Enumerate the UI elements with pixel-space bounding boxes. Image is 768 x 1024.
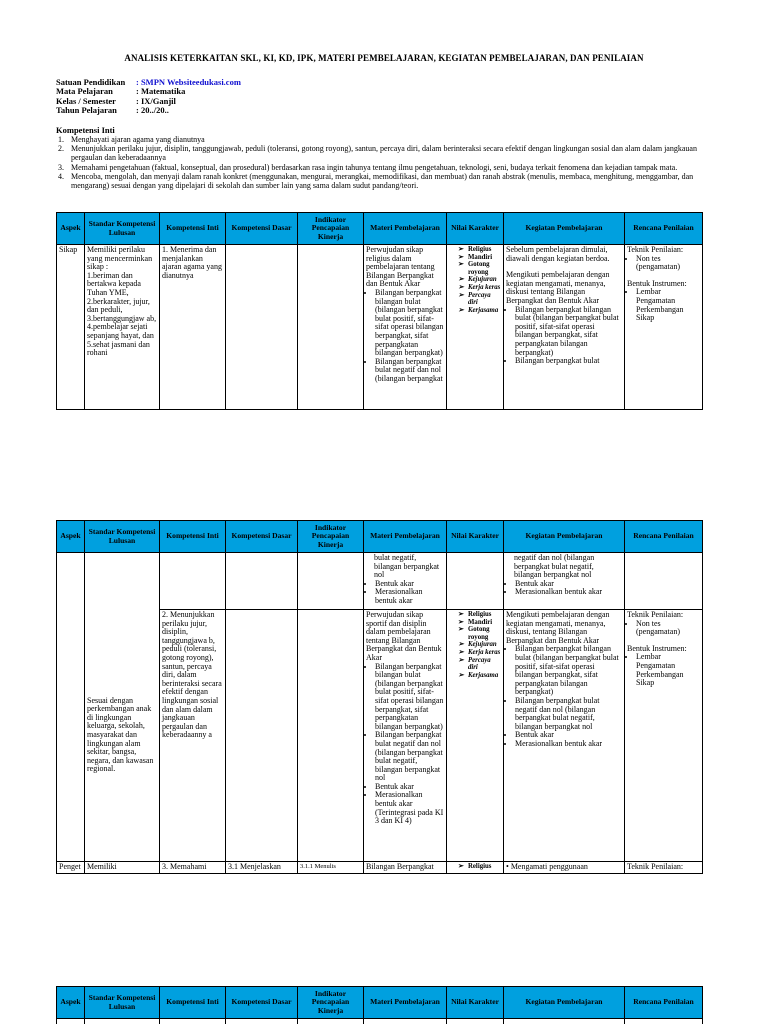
cell-penilaian <box>625 245 703 410</box>
cell-aspek: Penget <box>57 862 85 874</box>
table-header-row <box>57 521 703 553</box>
cell-kd <box>226 553 298 610</box>
cell-skl: Sesuai dengan perkembangan anak di lingkungan keluarga, sekolah, masyarakat dan lingkungan alam sekitar, bangsa, negara, dan kawasan regional. <box>85 610 160 862</box>
meta-label: Kelas / Semester <box>56 95 116 106</box>
cell-skl <box>85 553 160 610</box>
cell-karakter <box>447 245 504 410</box>
header-karakter: Nilai Karakter <box>447 213 504 245</box>
document-title: ANALISIS KETERKAITAN SKL, KI, KD, IPK, MATERI PEMBELAJARAN, KEGIATAN PEMBELAJARAN, DAN PENILAIAN <box>124 53 644 63</box>
header-kd: Kompetensi Dasar <box>226 521 298 553</box>
kegiatan-text: Mengamati penggunaan <box>510 862 588 871</box>
cell-penilaian: Teknik Penilaian: <box>625 862 703 874</box>
list-item: • Lembar Pengamatan Perkembangan Sikap <box>636 288 700 322</box>
karakter-item: ➢ Religius <box>458 246 501 254</box>
kegiatan-text: Mengikuti pembelajaran dengan kegiatan mengamati, menanya, diskusi, tentang Bilangan Berpangkat dan Bentuk Akar <box>506 610 610 645</box>
ki-list <box>56 135 712 190</box>
penilaian-label: Bentuk Instrumen: <box>627 643 687 653</box>
cell-kegiatan <box>504 610 625 862</box>
list-item: • Merasionalkan bentuk akar <box>375 588 444 605</box>
header-penilaian: Rencana Penilaian <box>625 987 703 1019</box>
list-item: • Bilangan berpangkat bilangan bulat (bilangan berpangkat bulat positif, sifat-sifat operasi bilangan berpangkat, sifat perpangkatan bilangan berpangkat) <box>515 306 622 358</box>
ki-heading: Kompetensi Inti <box>56 125 115 135</box>
karakter-item: ➢ Mandiri <box>458 254 501 262</box>
cell-kd: 3.1 Menjelaskan <box>226 862 298 874</box>
skl-item: 4.pembelajar sejati sepanjang hayat, dan <box>87 322 154 340</box>
skl-item: 2.berkarakter, jujur, dan peduli, <box>87 296 150 315</box>
cell-penilaian <box>625 610 703 862</box>
list-item: • Bilangan berpangkat bulat negatif dan nol (bilangan berpangkat <box>375 358 444 384</box>
cell-materi <box>364 553 447 610</box>
cell-ipk: 3.1.1 Menulis <box>298 862 364 874</box>
skl-item: 3.bertanggungjaw ab, <box>87 313 157 323</box>
cell-ipk <box>298 245 364 410</box>
cell-ki: 1. Menerima dan menjalankan ajaran agama yang dianutnya <box>160 245 226 410</box>
header-karakter: Nilai Karakter <box>447 987 504 1019</box>
cell-ki: 2. Menunjukkan perilaku jujur, disiplin, tanggungjawa b, peduli (toleransi, gotong royong), santun, percaya diri, dalam berinteraksi secara efektif dengan lingkungan sosial dan alam dalam jangkauan pergaulan dan keberadaanny a <box>160 610 226 862</box>
karakter-item: ➢ Kerjasama <box>458 672 501 680</box>
list-item: • Bilangan berpangkat bulat <box>515 357 622 366</box>
cell-ipk <box>298 553 364 610</box>
document-meta <box>56 78 241 115</box>
penilaian-label: Teknik Penilaian: <box>627 610 684 619</box>
header-materi: Materi Pembelajaran <box>364 521 447 553</box>
list-item: • Non tes (pengamatan) <box>636 620 700 637</box>
cell-karakter <box>447 610 504 862</box>
table-row <box>57 553 703 610</box>
list-item: • Bilangan berpangkat bulat negatif dan nol (bilangan berpangkat bulat negatif, bilangan berpangkat nol <box>375 731 444 783</box>
ki-item: 4. Mencoba, mengolah, dan menyaji dalam ranah konkret (menggunakan, mengurai, merangkai, memodifikasi, dan membuat) dan ranah abstrak (menulis, membaca, menghitung, menggambar, dan mengarang) sesuai dengan yang dipelajari di sekolah dan sumber lain yang sama dalam sudut pandang/teori. <box>58 171 694 191</box>
kegiatan-text: Sebelum pembelajaran dimulai, diawali dengan kegiatan berdoa. <box>506 245 610 263</box>
cell-kegiatan: • Mengamati penggunaan <box>504 862 625 874</box>
table-header-row <box>57 213 703 245</box>
list-item: • Bentuk akar <box>515 731 622 740</box>
karakter-item: ➢ Percaya diri <box>458 657 501 672</box>
cell-skl: Memiliki <box>85 862 160 874</box>
cell-materi: Bilangan Berpangkat <box>364 862 447 874</box>
karakter-item: ➢ Kejujuran <box>458 641 501 649</box>
cell-karakter <box>447 862 504 874</box>
header-karakter: Nilai Karakter <box>447 521 504 553</box>
cell-kegiatan <box>504 553 625 610</box>
meta-value-school[interactable]: : SMPN Websiteedukasi.com <box>136 77 241 87</box>
materi-intro: Perwujudan sikap sportif dan disiplin dalam pembelajaran tentang Bilangan Berpangkat dan Bentuk Akar <box>366 610 442 662</box>
list-item: • Bilangan berpangkat bulat negatif dan nol (bilangan berpangkat bulat negatif, bilangan berpangkat nol <box>515 697 622 731</box>
skl-item: 1.beriman dan bertakwa kepada Tuhan YME, <box>87 270 141 297</box>
header-penilaian: Rencana Penilaian <box>625 521 703 553</box>
cell-ki <box>160 553 226 610</box>
header-materi: Materi Pembelajaran <box>364 987 447 1019</box>
header-ipk: Indikator Pencapaian Kinerja <box>298 521 364 553</box>
ki-item: 3. Memahami pengetahuan (faktual, konseptual, dan prosedural) berdasarkan rasa ingin tahunya tentang ilmu pengetahuan, teknologi, seni, budaya terkait fenomena dan kejadian tampak mata. <box>58 162 678 172</box>
kegiatan-text: Mengikuti pembelajaran dengan kegiatan mengamati, menanya, diskusi tentang Bilangan Berpangkat dan Bentuk Akar <box>506 270 610 305</box>
header-ipk: Indikator Pencapaian Kinerja <box>298 987 364 1019</box>
skl-intro: Memiliki perilaku yang mencerminkan sikap : <box>87 245 153 272</box>
skl-item: 5.sehat jasmani dan rohani <box>87 339 150 358</box>
karakter-item: ➢ Mandiri <box>458 619 501 627</box>
header-ki: Kompetensi Inti <box>160 987 226 1019</box>
header-aspek: Aspek <box>57 213 85 245</box>
header-ki: Kompetensi Inti <box>160 521 226 553</box>
karakter-item: ➢ Percaya diri <box>458 292 501 307</box>
cell-aspek: Sikap <box>57 245 85 410</box>
meta-value: : Matematika <box>136 86 186 97</box>
meta-label: Tahun Pelajaran <box>56 104 117 115</box>
list-item: • Lembar Pengamatan Perkembangan Sikap <box>636 653 700 687</box>
meta-label: Mata Pelajaran <box>56 86 113 97</box>
materi-text: bulat negatif, bilangan berpangkat nol <box>374 553 440 580</box>
cell-ipk <box>298 610 364 862</box>
header-penilaian: Rencana Penilaian <box>625 213 703 245</box>
list-item: • Bilangan berpangkat bilangan bulat (bilangan berpangkat bulat positif, sifat-sifat operasi bilangan berpangkat, sifat perpangkatan bilangan berpangkat) <box>375 289 444 358</box>
list-item: • Bilangan berpangkat bilangan bulat (bilangan berpangkat bulat positif, sifat-sifat operasi bilangan berpangkat, sifat perpangkatan bilangan berpangkat) <box>375 663 444 732</box>
ki-item: 1. Menghayati ajaran agama yang dianutnya <box>58 135 205 144</box>
header-materi: Materi Pembelajaran <box>364 213 447 245</box>
header-kegiatan: Kegiatan Pembelajaran <box>504 213 625 245</box>
cell-penilaian <box>625 553 703 610</box>
cell-materi <box>364 610 447 862</box>
header-skl: Standar Kompetensi Lulusan <box>85 521 160 553</box>
karakter-item: ➢ Kerja keras <box>458 284 501 292</box>
penilaian-label: Teknik Penilaian: <box>627 245 684 254</box>
meta-label: Satuan Pendidikan <box>56 77 126 87</box>
list-item: • Bentuk akar <box>375 783 444 792</box>
header-kegiatan: Kegiatan Pembelajaran <box>504 521 625 553</box>
header-ki: Kompetensi Inti <box>160 213 226 245</box>
meta-value: : 20../20.. <box>136 104 169 115</box>
karakter-item: ➢ Kerjasama <box>458 307 501 315</box>
cell-aspek <box>57 553 85 862</box>
table-row <box>57 245 703 410</box>
kegiatan-text: negatif dan nol (bilangan berpangkat bulat negatif, bilangan berpangkat nol <box>514 553 595 580</box>
header-kd: Kompetensi Dasar <box>226 987 298 1019</box>
list-item: • Merasionalkan bentuk akar <box>515 588 622 597</box>
materi-intro: Perwujudan sikap religius dalam pembelajaran tentang Bilangan Berpangkat dan Bentuk Akar <box>366 245 435 289</box>
cell-karakter <box>447 553 504 610</box>
header-skl: Standar Kompetensi Lulusan <box>85 213 160 245</box>
table-row <box>57 610 703 862</box>
cell-kegiatan <box>504 245 625 410</box>
analysis-table-1 <box>56 212 703 410</box>
ki-item: 2. Menunjukkan perilaku jujur, disiplin, tanggungjawab, peduli (toleransi, gotong royong), santun, percaya diri, dalam berinteraksi secara efektif dengan lingkungan sosial dan alam dalam jangkauan pergaulan dan keberadaannya <box>58 144 697 163</box>
list-item: • Bilangan berpangkat bilangan bulat (bilangan berpangkat bulat positif, sifat-sifat operasi bilangan berpangkat, sifat perpangkatan bilangan berpangkat) <box>515 645 622 697</box>
table-row <box>57 862 703 874</box>
header-aspek: Aspek <box>57 987 85 1019</box>
list-item: • Bentuk akar <box>515 580 622 589</box>
cell-kd <box>226 245 298 410</box>
karakter-item: ➢ Gotong royong <box>458 261 501 276</box>
karakter-item: ➢ Religius <box>458 611 501 619</box>
karakter-item: ➢ Kejujuran <box>458 276 501 284</box>
table-header-row <box>57 987 703 1019</box>
header-aspek: Aspek <box>57 521 85 553</box>
list-item: • Merasionalkan bentuk akar <box>515 740 622 749</box>
karakter-item: ➢ Religius <box>458 863 501 871</box>
cell-materi <box>364 245 447 410</box>
cell-kd <box>226 610 298 862</box>
karakter-item: ➢ Gotong royong <box>458 626 501 641</box>
list-item: • Non tes (pengamatan) <box>636 255 700 272</box>
header-kd: Kompetensi Dasar <box>226 213 298 245</box>
list-item: • Merasionalkan bentuk akar (Terintegrasi pada KI 3 dan KI 4) <box>375 791 444 825</box>
meta-value: : IX/Ganjil <box>136 95 176 106</box>
header-skl: Standar Kompetensi Lulusan <box>85 987 160 1019</box>
analysis-table-3 <box>56 986 703 1024</box>
karakter-item: ➢ Kerja keras <box>458 649 501 657</box>
table-3-clip <box>56 986 704 1024</box>
header-kegiatan: Kegiatan Pembelajaran <box>504 987 625 1019</box>
list-item: • Bentuk akar <box>375 580 444 589</box>
table-row <box>57 1019 703 1024</box>
penilaian-label: Bentuk Instrumen: <box>627 278 687 288</box>
analysis-table-2 <box>56 520 703 874</box>
cell-skl <box>85 245 160 410</box>
header-ipk: Indikator Pencapaian Kinerja <box>298 213 364 245</box>
cell-ki: 3. Memahami <box>160 862 226 874</box>
